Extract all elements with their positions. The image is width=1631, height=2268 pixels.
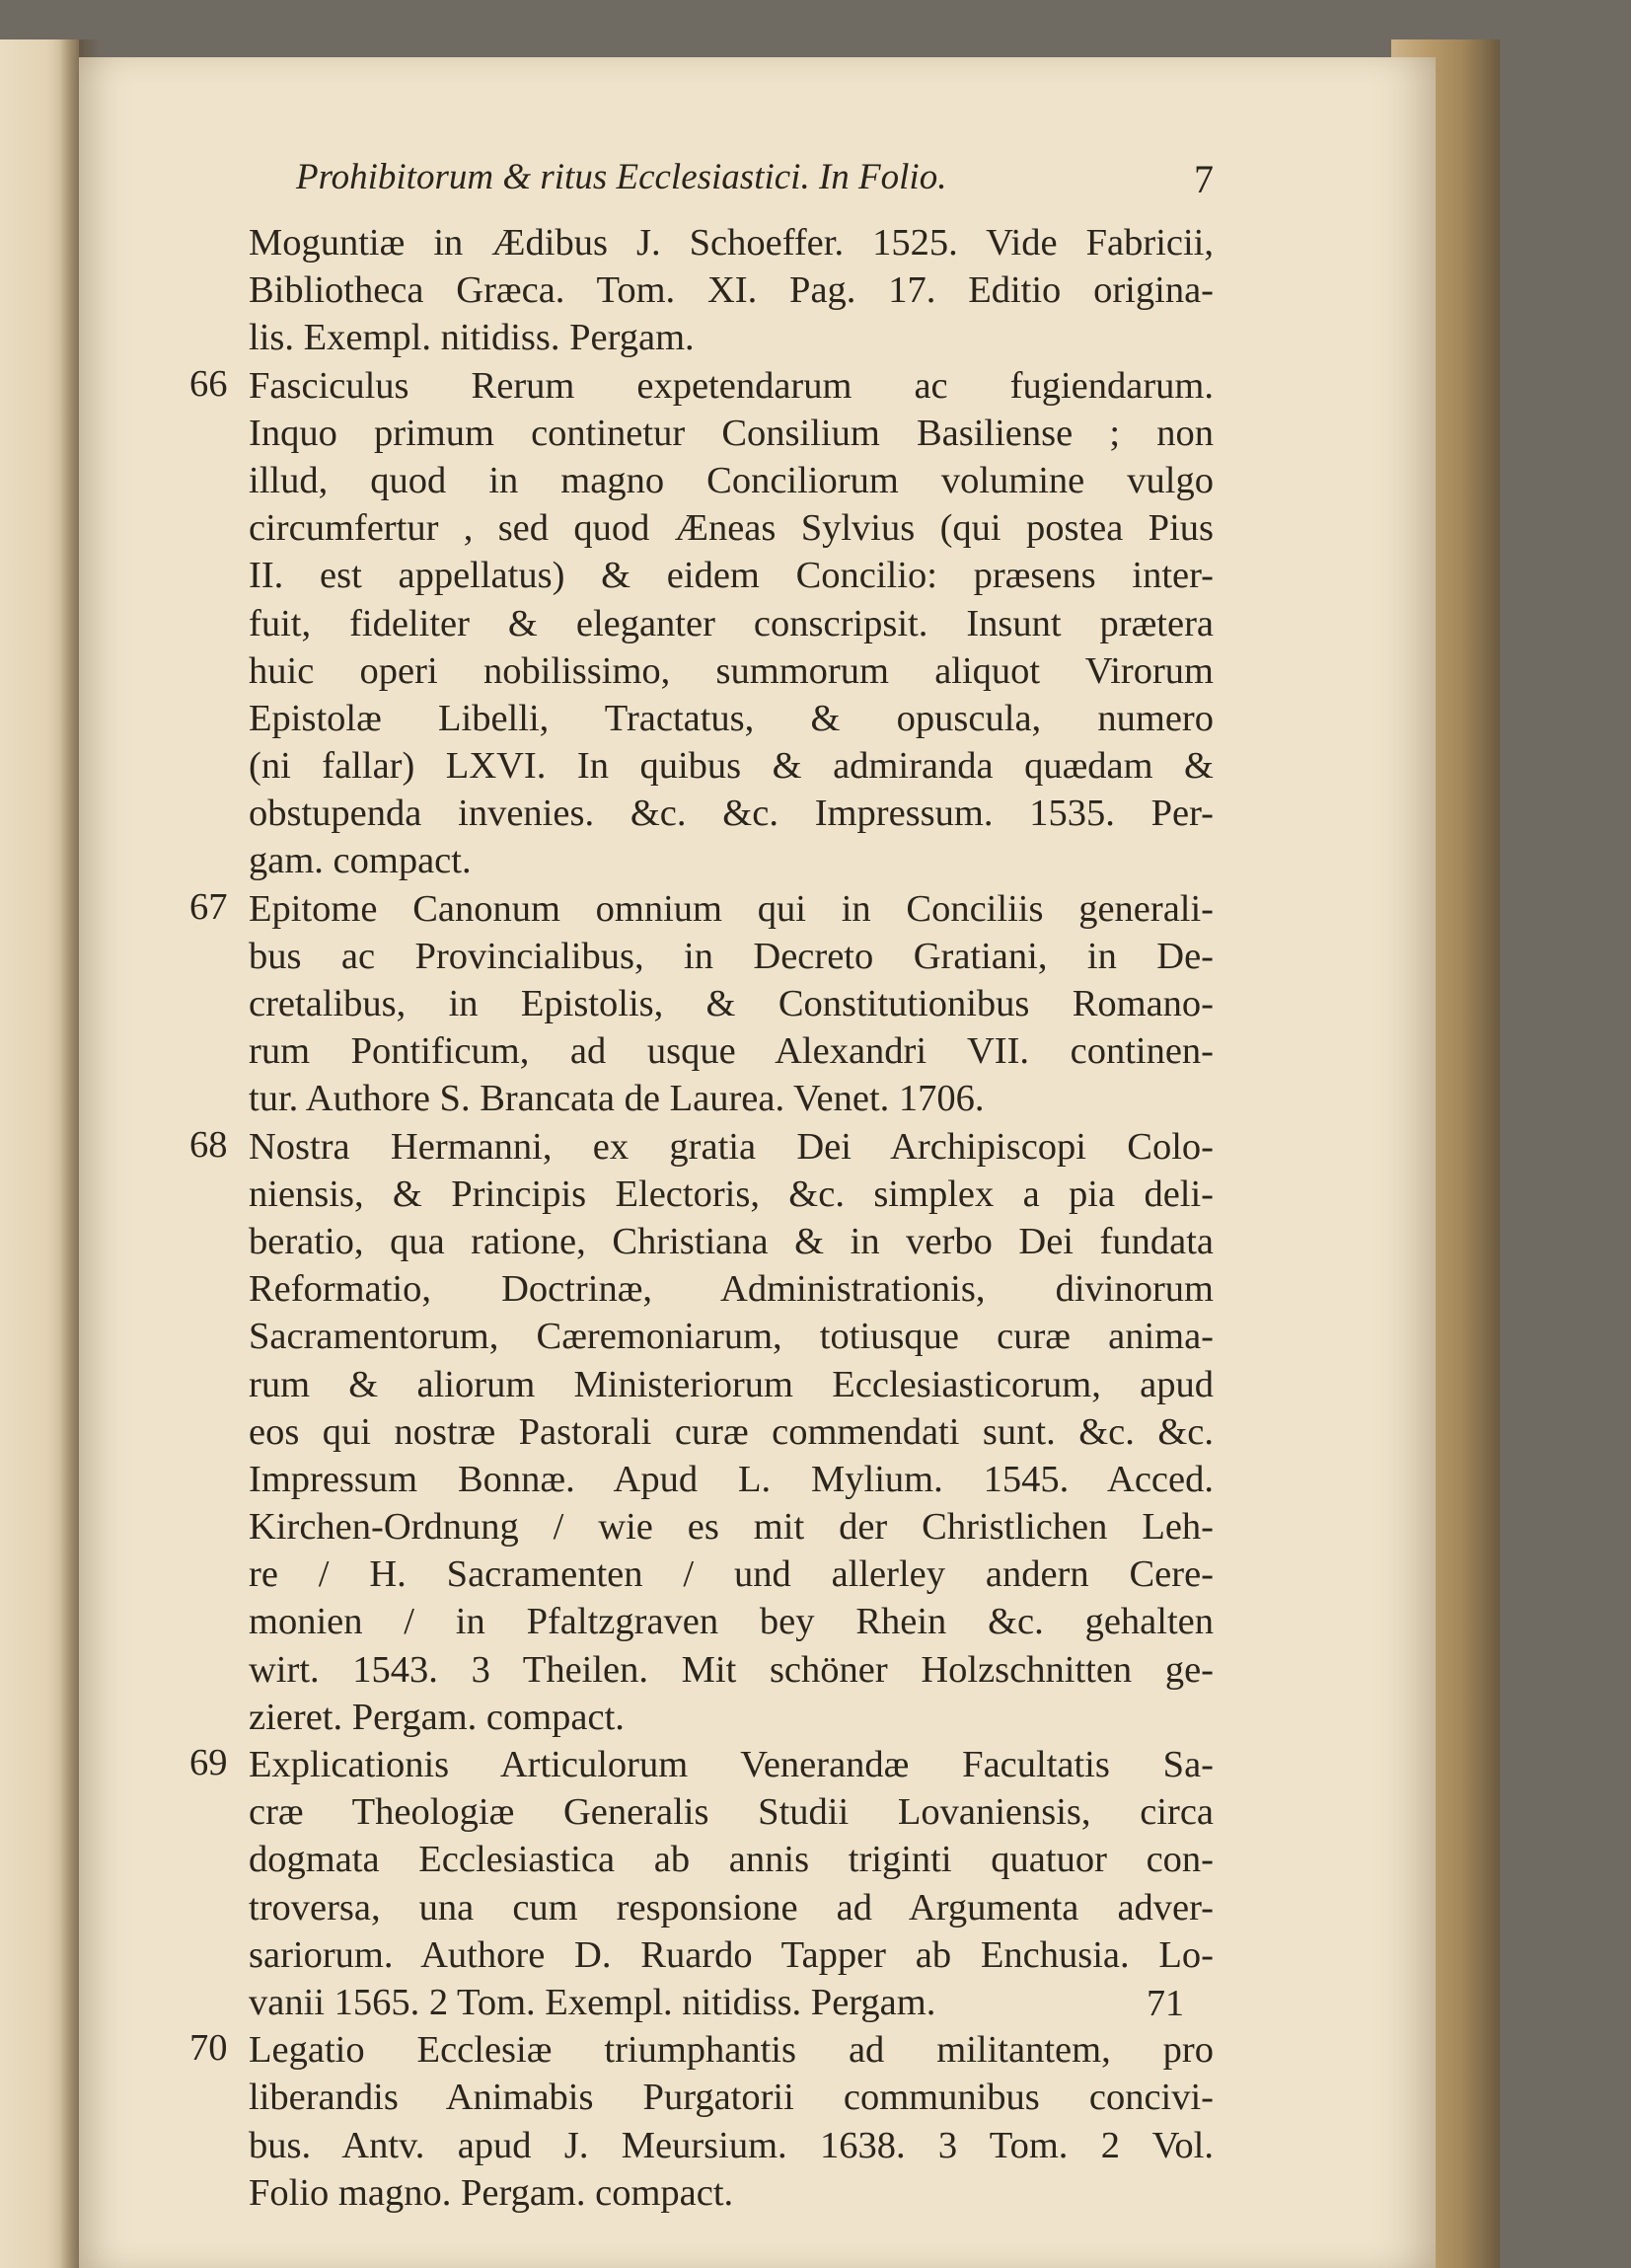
entry-number: 66 — [189, 362, 228, 405]
entry-number: 70 — [189, 2027, 228, 2070]
text-line: bus. Antv. apud J. Meursium. 1638. 3 Tom. 2 Vol. — [249, 2124, 1214, 2166]
text-line: gam. compact. — [249, 840, 472, 882]
text-line: vanii 1565. 2 Tom. Exempl. nitidiss. Pergam. — [249, 1981, 936, 2023]
book-cover-edge — [1460, 39, 1500, 2268]
running-title: Prohibitorum & ritus Ecclesiastici. In Folio. — [296, 157, 947, 197]
text-line: dogmata Ecclesiastica ab annis triginti quatuor con- — [249, 1839, 1214, 1881]
text-line: Legatio Ecclesiæ triumphantis ad militantem, pro — [249, 2029, 1214, 2072]
catalogue-entry — [189, 1123, 1214, 1741]
entry-number: 69 — [189, 1742, 228, 1783]
catalogue-entry — [189, 1741, 1214, 2026]
text-line: obstupenda invenies. &c. &c. Impressum. 1535. Per- — [249, 793, 1214, 835]
text-line: Impressum Bonnæ. Apud L. Mylium. 1545. Acced. — [249, 1458, 1214, 1500]
catalogue-entry — [189, 2026, 1214, 2217]
text-line: eos qui nostræ Pastorali curæ commendati sunt. &c. &c. — [249, 1410, 1214, 1453]
text-line: niensis, & Principis Electoris, &c. simplex a pia deli- — [249, 1172, 1214, 1215]
text-line: wirt. 1543. 3 Theilen. Mit schöner Holzschnitten ge- — [249, 1648, 1214, 1691]
entry-number: 68 — [189, 1123, 228, 1166]
text-line: Reformatio, Doctrinæ, Administrationis, divinorum — [249, 1268, 1214, 1311]
text-line: beratio, qua ratione, Christiana & in verbo Dei fundata — [249, 1220, 1214, 1262]
text-line: Bibliotheca Græca. Tom. XI. Pag. 17. Editio origina- — [249, 269, 1214, 312]
text-line: Fasciculus Rerum expetendarum ac fugiendarum. — [249, 364, 1214, 407]
text-line: rum & aliorum Ministeriorum Ecclesiasticorum, apud — [249, 1363, 1214, 1405]
text-line: illud, quod in magno Conciliorum volumine vulgo — [249, 459, 1214, 501]
text-line: II. est appellatus) & eidem Concilio: præsens inter- — [249, 555, 1214, 597]
text-line: cræ Theologiæ Generalis Studii Lovaniensis, circa — [249, 1791, 1214, 1834]
text-line: circumfertur , sed quod Æneas Sylvius (qui postea Pius — [249, 507, 1214, 550]
text-line: Folio magno. Pergam. compact. — [249, 2171, 734, 2214]
page-number: 7 — [1194, 157, 1214, 201]
text-line: lis. Exempl. nitidiss. Pergam. — [249, 317, 695, 359]
text-line: Moguntiæ in Ædibus J. Schoeffer. 1525. Vide Fabricii, — [249, 222, 1214, 264]
catalogue-entry — [189, 362, 1214, 885]
text-line: Epistolæ Libelli, Tractatus, & opuscula, numero — [249, 697, 1214, 739]
text-line: monien / in Pfaltzgraven bey Rhein &c. gehalten — [249, 1601, 1214, 1643]
text-line: fuit, fideliter & eleganter conscripsit. Insunt prætera — [249, 602, 1214, 644]
text-line: Explicationis Articulorum Venerandæ Facultatis Sa- — [249, 1744, 1214, 1785]
text-line: Kirchen-Ordnung / wie es mit der Christlichen Leh- — [249, 1506, 1214, 1549]
text-line: liberandis Animabis Purgatorii communibus concivi- — [249, 2077, 1214, 2119]
text-line: Sacramentorum, Cæremoniarum, totiusque curæ anima- — [249, 1316, 1214, 1358]
catalogue-entry — [189, 885, 1214, 1123]
text-line: re / H. Sacramenten / und allerley andern Cere- — [249, 1553, 1214, 1596]
text-line: sariorum. Authore D. Ruardo Tapper ab Enchusia. Lo- — [249, 1933, 1214, 1976]
text-line: Epitome Canonum omnium qui in Conciliis generali- — [249, 887, 1214, 930]
text-line: rum Pontificum, ad usque Alexandri VII. continen- — [249, 1030, 1214, 1073]
text-line: Nostra Hermanni, ex gratia Dei Archipiscopi Colo- — [249, 1125, 1214, 1168]
text-line: cretalibus, in Epistolis, & Constitutionibus Romano- — [249, 983, 1214, 1024]
catalogue-text — [189, 219, 1214, 2217]
text-line: tur. Authore S. Brancata de Laurea. Venet. 1706. — [249, 1078, 985, 1120]
catalogue-entry — [249, 219, 1214, 362]
text-line: (ni fallar) LXVI. In quibus & admiranda quædam & — [249, 745, 1214, 788]
text-line: huic operi nobilissimo, summorum aliquot Virorum — [249, 649, 1214, 692]
text-line: Inquo primum continetur Consilium Basiliense ; non — [249, 412, 1214, 454]
entry-number: 67 — [189, 885, 228, 928]
text-line: troversa, una cum responsione ad Argumenta adver- — [249, 1886, 1214, 1928]
signature-mark: 71 — [1147, 1983, 1184, 2024]
text-line: zieret. Pergam. compact. — [249, 1696, 625, 1738]
text-line: bus ac Provincialibus, in Decreto Gratiani, in De- — [249, 935, 1214, 977]
